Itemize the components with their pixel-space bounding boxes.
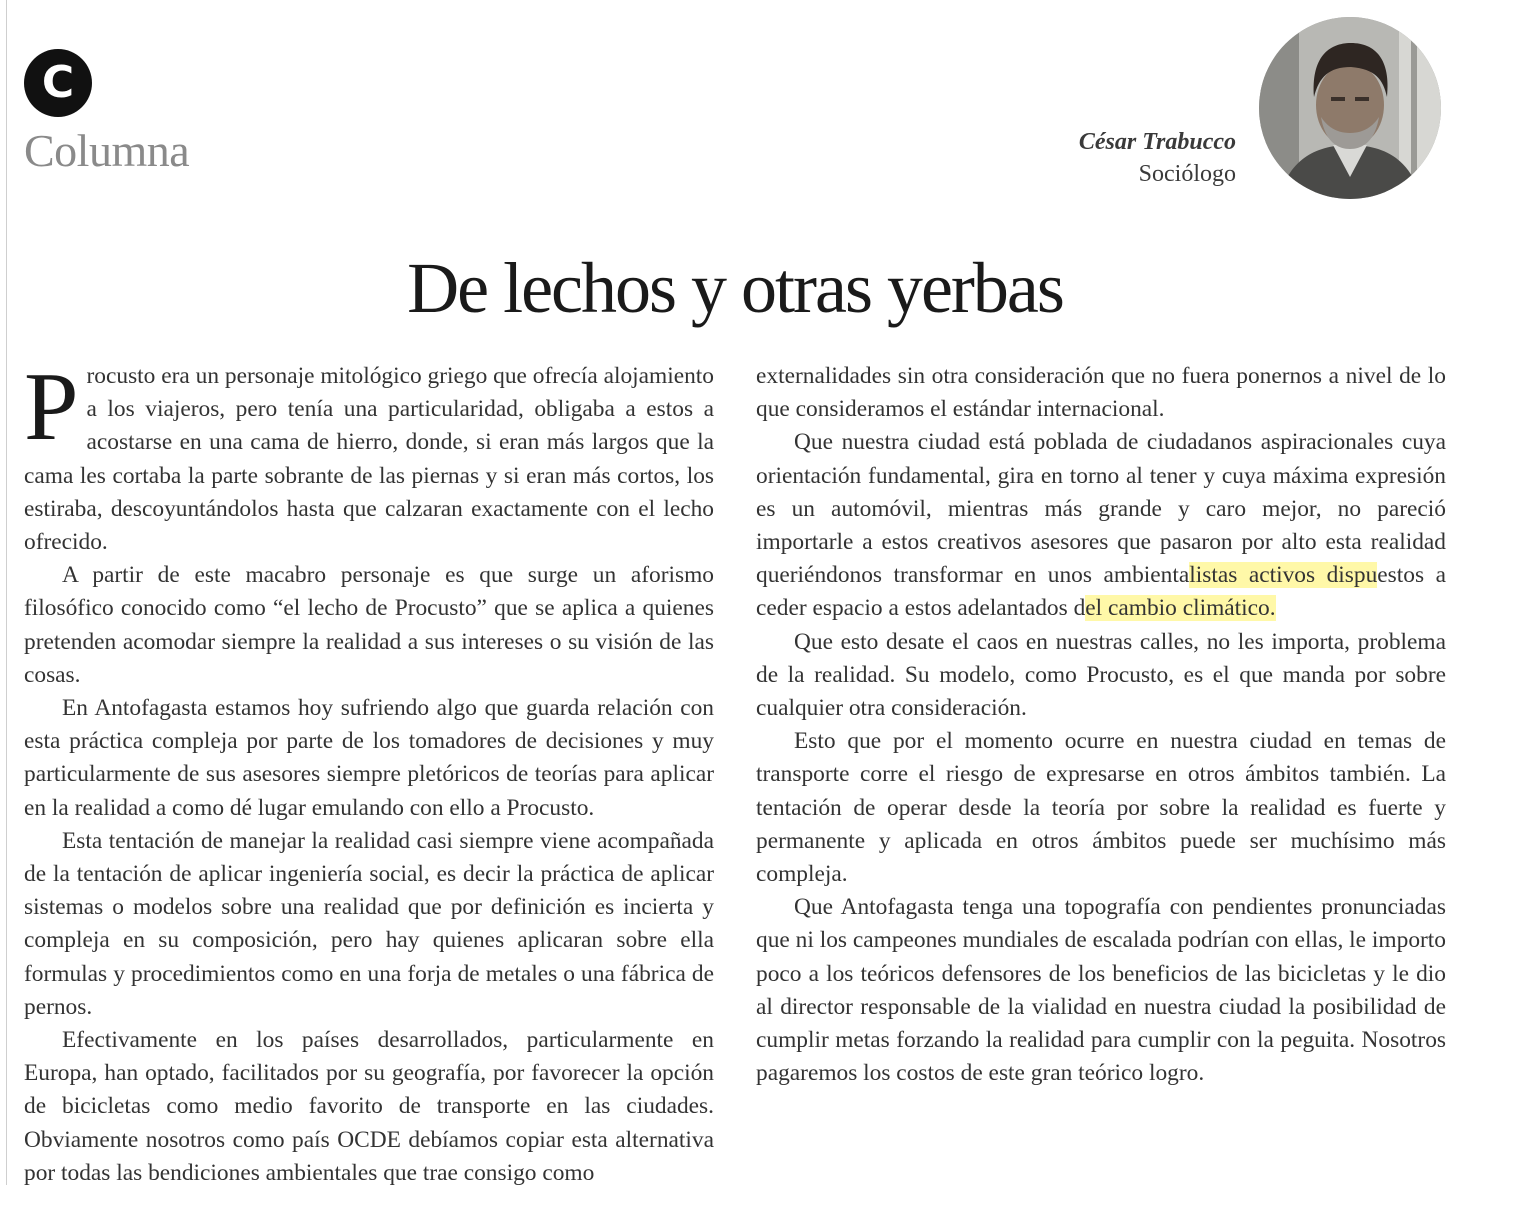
drop-cap: P [24,353,79,461]
article-paragraph: A partir de este macabro personaje es que surge un aforismo filosófico conocido como “el lecho de Procusto” que se aplica a quienes pretenden acomodar siempre la realidad a sus intereses o su visión de las cosas. [24,562,714,688]
section-badge [24,49,92,117]
article-paragraph: Esto que por el momento ocurre en nuestra ciudad en temas de transporte corre el riesgo de expresarse en otros ámbitos también. La tentación de operar desde la teoría por sobre la realidad es fuerte y permanente y aplicada en otros ámbitos puede ser muchísimo más compleja. [756,728,1446,888]
article-column-left [24,353,714,1190]
article-paragraph: Efectivamente en los países desarrollados, particularmente en Europa, han optado, facilitados por su geografía, por favorecer la opción de bicicletas como medio favorito de transporte en las ciudades. Obviamente nosotros como país OCDE debíamos copiar esta alternativa por todas las bendiciones ambientales que trae consigo como [24,1027,714,1186]
article-paragraph [24,353,714,559]
article-paragraph: Que Antofagasta tenga una topografía con pendientes pronunciadas que ni los campeones mundiales de escalada podrían con ellas, le importo poco a los teóricos defensores de los beneficios de las bicicletas y le dio al director responsable de la vialidad en nuestra ciudad la posibilidad de cumplir metas forzando la realidad para cumplir con la peguita. Nosotros pagaremos los costos de este gran teórico logro. [756,894,1446,1087]
page-left-rule [6,0,7,1185]
article-paragraph: Esta tentación de manejar la realidad casi siempre viene acompañada de la tentación de aplicar ingeniería social, es decir la práctica de aplicar sistemas o modelos sobre una realidad que por definición es incierta y compleja en su composición, pero hay quienes aplicaran sobre ella formulas y procedimientos como en una forja de metales o una fábrica de pernos. [24,827,714,1020]
author-byline [1079,126,1236,190]
article-headline: De lechos y otras yerbas [407,248,1063,328]
section-badge-letter: C [41,57,75,108]
article-paragraph: En Antofagasta estamos hoy sufriendo algo que guarda relación con esta práctica compleja por parte de los tomadores de decisiones y muy particularmente de sus asesores siempre pletóricos de teorías para aplicar en la realidad a como dé lugar emulando con ello a Procusto. [24,695,714,821]
paragraph-text: estos a ceder espacio a estos adelantados d [756,562,1446,622]
paragraph-text: rocusto era un personaje mitológico griego que ofrecía alojamiento a los viajeros, pero tenía una particularidad, obligaba a estos a acostarse en una cama de hierro, donde, si eran más largos que la cama les cortaba la parte sobrante de las piernas y si eran más cortos, los estiraba, descoyuntándolos hasta que calzaran exactamente con el lecho ofrecido. [24,363,714,556]
article-paragraph: Que esto desate el caos en nuestras calles, no les importa, problema de la realidad. Su modelo, como Procusto, es el que manda por sobre cualquier otra consideración. [756,628,1446,722]
section-label: Columna [24,125,190,176]
article-paragraph-continued: externalidades sin otra consideración que no fuera ponernos a nivel de lo que consideramos el estándar internacional. [756,363,1446,423]
highlighted-text: listas activos dispu [1189,562,1378,589]
author-role: Sociólogo [1138,161,1236,187]
paragraph-text: Que nuestra ciudad está poblada de ciudadanos aspiracionales cuya orientación fundamental, gira en torno al tener y cuya máxima expresión es un automóvil, mientras más grande y caro mejor, no pareció importarle a estos creativos asesores que pasaron por alto esta realidad queriéndonos transformar en unos ambienta [756,429,1446,589]
author-photo [1259,17,1441,199]
author-portrait-illustration [1259,17,1441,199]
article-paragraph [756,426,1446,625]
article-column-right [756,360,1446,1090]
highlighted-text: el cambio climático. [1085,595,1276,622]
author-name: César Trabucco [1078,129,1236,155]
